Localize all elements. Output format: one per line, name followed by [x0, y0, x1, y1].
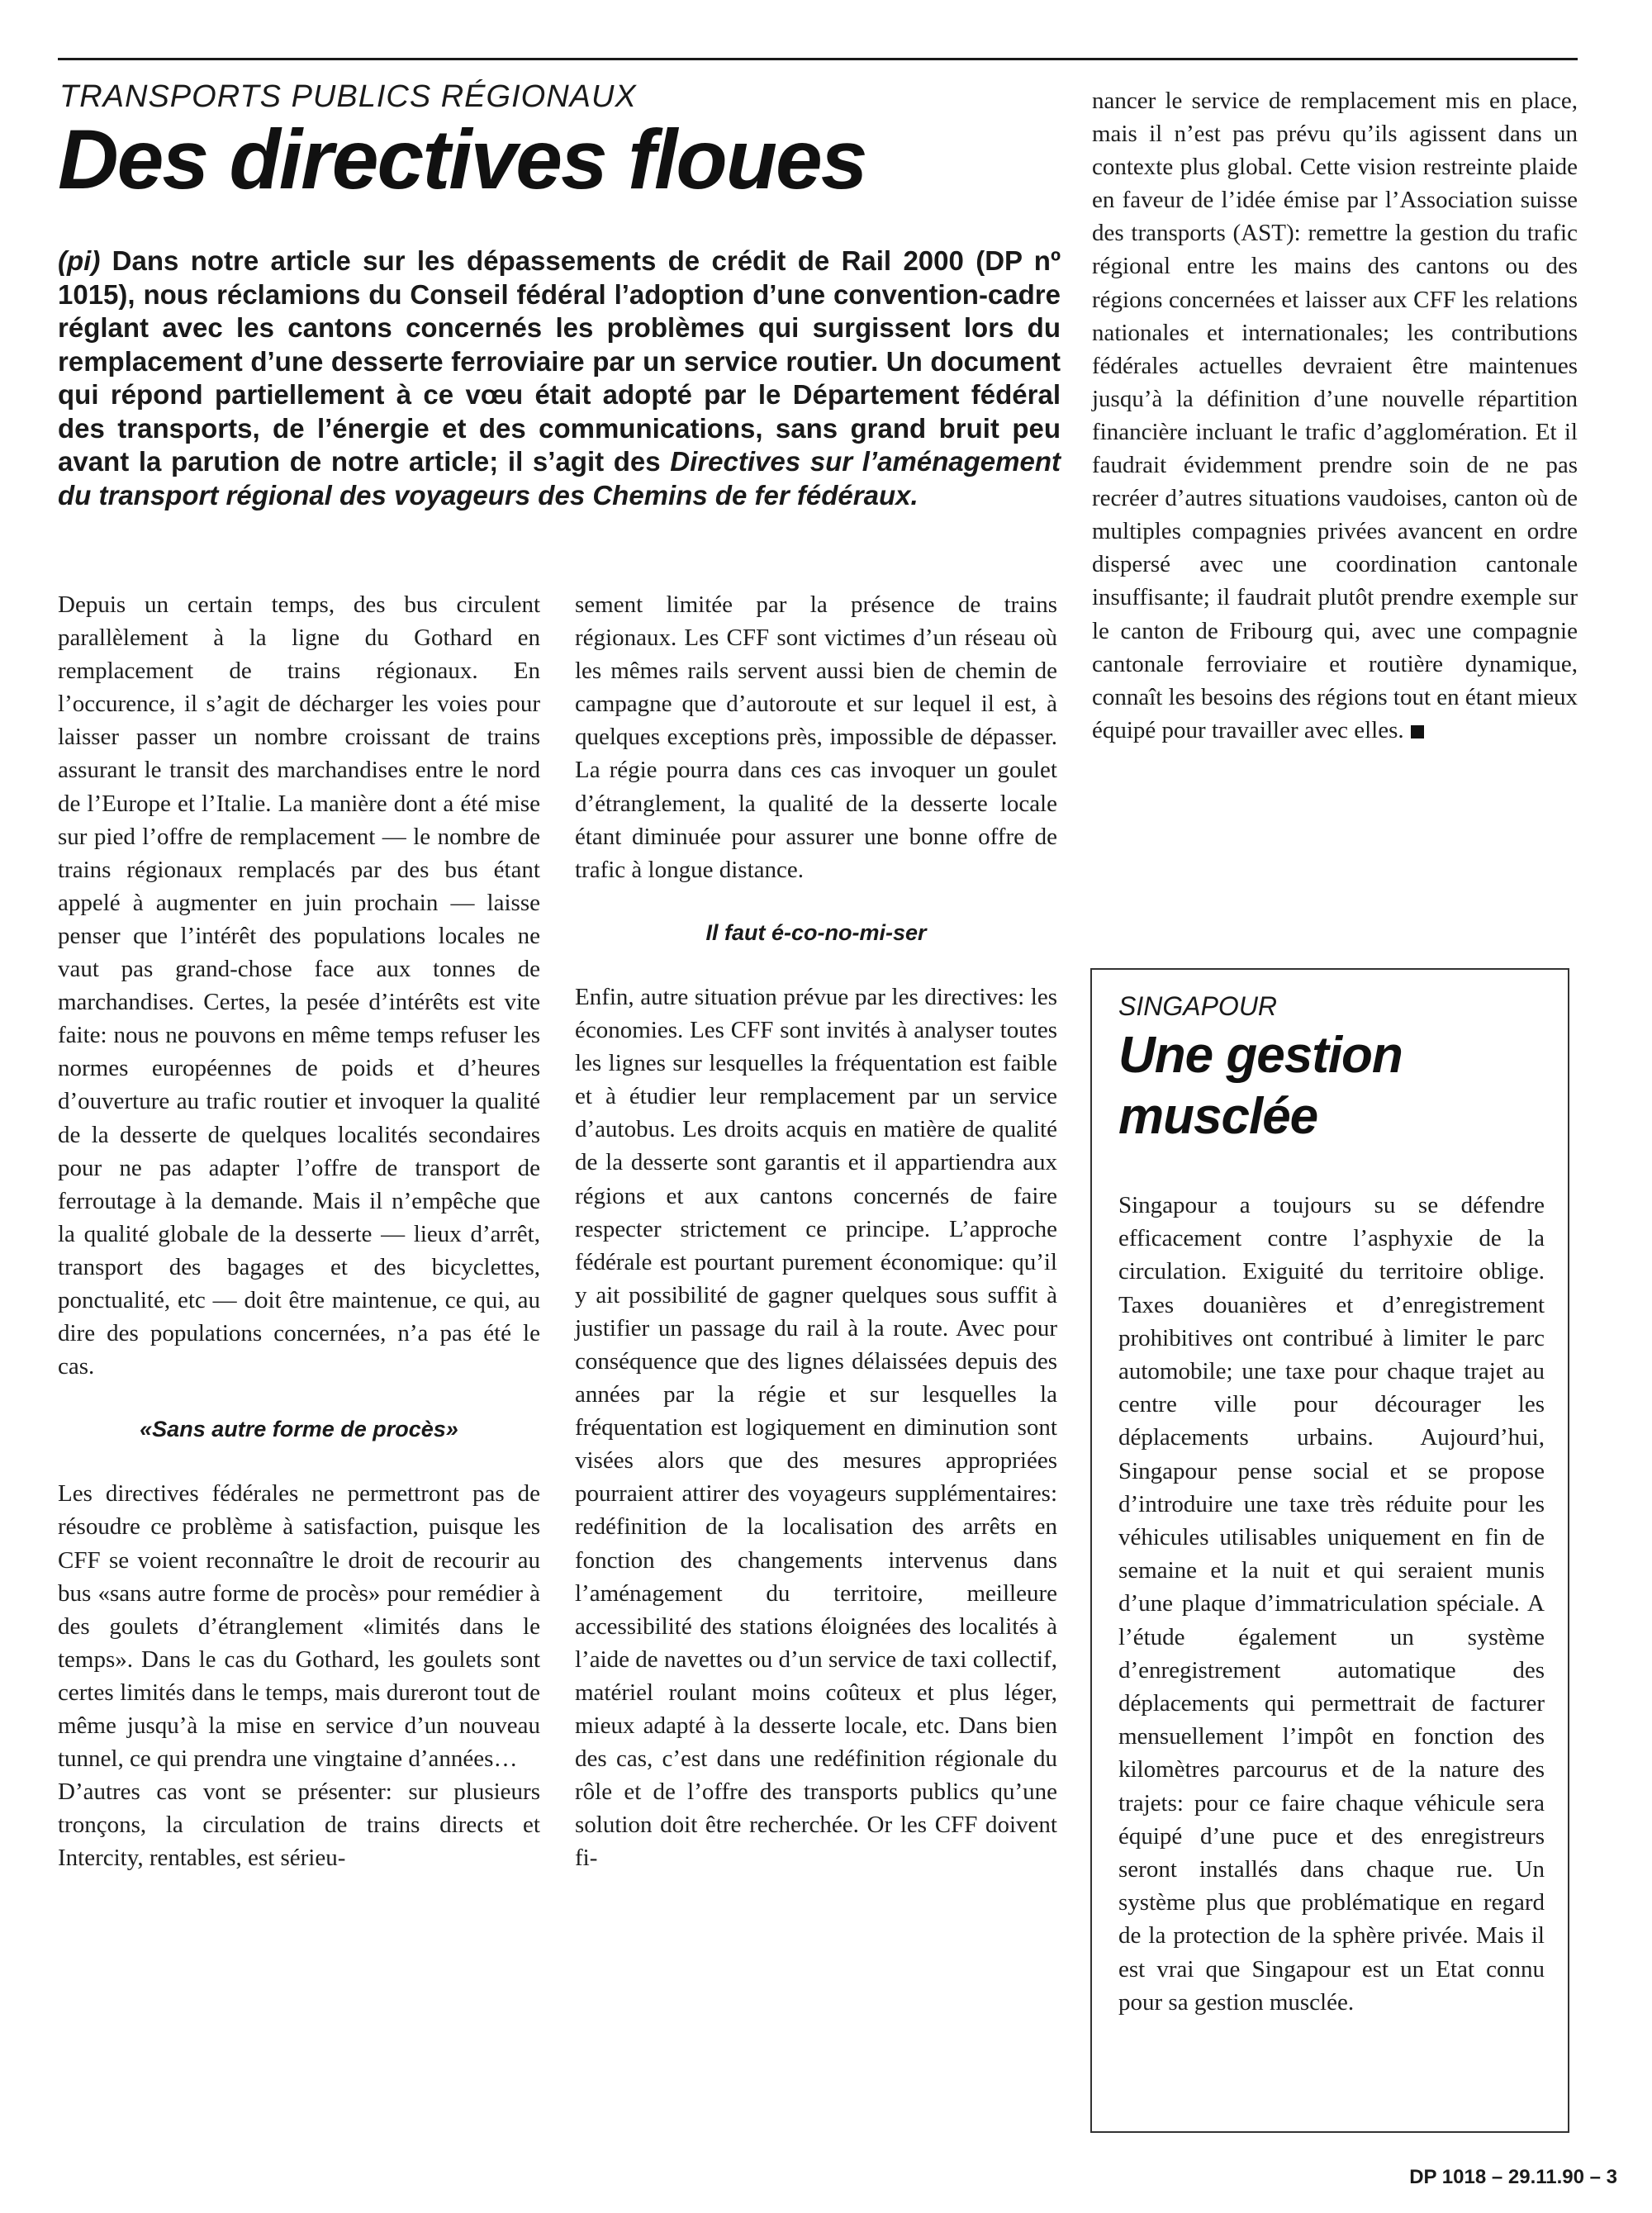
article-kicker: TRANSPORTS PUBLICS RÉGIONAUX	[59, 79, 637, 114]
lede-initials: (pi)	[58, 245, 101, 276]
article-column-3	[1092, 84, 1578, 747]
sidebar-title: Une gestion musclée	[1118, 1027, 1403, 1145]
column-2-paragraph-1: sement limitée par la présence de trains régionaux. Les CFF sont victimes d’un réseau où les mêmes rails servent aussi bien de chemin de campagne que d’autoroute et sur lequel il est, à quelques exceptions près, impossible de dépasser. La régie pourra dans ces cas invoquer un goulet d’étranglement, la qualité de la desserte locale étant diminuée pour assurer une bonne offre de trafic à longue distance.	[575, 591, 1057, 883]
top-rule	[58, 58, 1578, 60]
article-title: Des directives floues	[58, 112, 866, 207]
subhead-sans-autre-forme: «Sans autre forme de procès»	[140, 1417, 458, 1442]
article-column-2	[575, 588, 1057, 1874]
sidebar-kicker: SINGAPOUR	[1118, 991, 1278, 1021]
subhead-economiser: Il faut é-co-no-mi-ser	[705, 919, 927, 945]
column-3-text: nancer le service de remplacement mis en place, mais il n’est pas prévu qu’ils agissent dans un contexte plus global. Cette vision restreinte plaide en faveur de l’idée émise par l’Association suisse des transports (AST): remettre la gestion du trafic régional entre les mains des cantons ou des régions concernées et laisser aux CFF les relations nationales et internationales; les contributions fédérales actuelles devraient être maintenues jusqu’à la définition d’une nouvelle répartition financière incluant le trafic d’agglomération. Et il faudrait évidemment prendre soin de ne pas recréer d’autres situations vaudoises, canton où de multiples compagnies privées avancent en ordre dispersé avec une coordination cantonale insuffisante; il faudrait plutôt prendre exemple sur le canton de Fribourg qui, avec une compagnie cantonale ferroviaire et routière dynamique, connaît les besoins des régions tout en étant mieux équipé pour travailler avec elles.	[1092, 88, 1578, 743]
article-lede	[58, 245, 1061, 512]
column-1-paragraph-3: D’autres cas vont se présenter: sur plusieurs tronçons, la circulation de trains directs et Intercity, rentables, est sérieu-	[58, 1778, 540, 1872]
article-column-1	[58, 588, 540, 1874]
column-3-paragraph-1	[1092, 84, 1578, 747]
sidebar-body: Singapour a toujours su se défendre efficacement contre l’asphyxie de la circulation. Exiguité du territoire oblige. Taxes douanières et d’enregistrement prohibitives ont contribué à limiter le parc automobile; une taxe pour chaque trajet au centre ville pour décourager les déplacements urbains. Aujourd’hui, Singapour pense social et se propose d’introduire une taxe très réduite pour les véhicules utilisables uniquement en fin de semaine et la nuit et qui seraient munis d’une plaque d’immatriculation spéciale. A l’étude également un système d’enregistrement automatique des déplacements qui permettrait de facturer mensuellement l’impôt en fonction des kilomètres parcourus et de la nature des trajets: pour ce faire chaque véhicule sera équipé d’une puce et des enregistreurs seront installés dans chaque rue. Un système plus que problématique en regard de la protection de la sphère privée. Mais il est vrai que Singapour est un Etat connu pour sa gestion musclée.	[1118, 1192, 1545, 2016]
lede-main-text: Dans notre article sur les dépassements de crédit de Rail 2000 (DP nº 1015), nous réclamions du Conseil fédéral l’adoption d’une convention-cadre réglant avec les cantons concernés les problèmes qui surgissent lors du remplacement d’une desserte ferroviaire par un service routier. Un document qui répond partiellement à ce vœu était adopté par le Département fédéral des transports, de l’énergie et des communications, sans grand bruit peu avant la parution de notre article; il s’agit des	[58, 245, 1061, 477]
column-1-paragraph-1: Depuis un certain temps, des bus circulent parallèlement à la ligne du Gothard en remplacement de trains régionaux. En l’occurence, il s’agit de décharger les voies pour laisser passer un nombre croissant de trains assurant le transit des marchandises entre le nord de l’Europe et l’Italie. La manière dont a été mise sur pied l’offre de remplacement — le nombre de trains régionaux remplacés par des bus étant appelé à augmenter en juin prochain — laisse penser que l’intérêt des populations locales ne vaut pas grand-chose face aux tonnes de marchandises. Certes, la pesée d’intérêts est vite faite: nous ne pouvons en même temps refuser les normes européennes de poids et d’heures d’ouverture au trafic routier et invoquer la qualité de la desserte de quelques localités secondaires pour ne pas adapter l’offre de transport de ferroutage à la demande. Mais il n’empêche que la qualité globale de la desserte — lieux d’arrêt, transport des bagages et des bicyclettes, ponctualité, etc — doit être maintenue, ce qui, au dire des populations concernées, n’a pas été le cas.	[58, 591, 540, 1380]
column-2-paragraph-2: Enfin, autre situation prévue par les directives: les économies. Les CFF sont invités à analyser toutes les lignes sur lesquelles la fréquentation est faible et à étudier leur remplacement par un service d’autobus. Les droits acquis en matière de qualité de la desserte sont garantis et il appartiendra aux régions et aux cantons concernés de faire respecter strictement ce principe. L’approche fédérale est pourtant purement économique: qu’il y ait possibilité de gagner quelques sous suffit à justifier un passage du rail à la route. Avec pour conséquence que des lignes délaissées depuis des années par la régie et sur lesquelles la fréquentation est logiquement en diminution sont visées alors que des mesures appropriées pourraient attirer des voyageurs supplémentaires: redéfinition de la localisation des arrêts en fonction des changements intervenus dans l’aménagement du territoire, meilleure accessibilité des stations éloignées des localités à l’aide de navettes ou d’un service de taxi collectif, matériel roulant moins coûteux et plus léger, mieux adapté à la desserte locale, etc. Dans bien des cas, c’est dans une redéfinition régionale du rôle et de l’offre des transports publics qu’une solution doit être recherchée. Or les CFF doivent fi-	[575, 983, 1057, 1872]
sidebar-box	[1090, 968, 1569, 2133]
column-1-paragraph-2: Les directives fédérales ne permettront pas de résoudre ce problème à satisfaction, puisque les CFF se voient reconnaître le droit de recourir au bus «sans autre forme de procès» pour remédier à des goulets d’étranglement «limités dans le temps». Dans le cas du Gothard, les goulets sont certes limités dans le temps, mais dureront tout de même jusqu’à la mise en service d’un nouveau tunnel, ce qui prendra une vingtaine d’années…	[58, 1480, 540, 1773]
lede-directives-title: Directives sur l’aménagement du transport régional des voyageurs des Chemins de fer fédéraux.	[58, 446, 1061, 511]
page-folio: DP 1018 – 29.11.90 – 3	[1409, 2166, 1617, 2188]
end-of-article-square-icon	[1411, 725, 1424, 738]
